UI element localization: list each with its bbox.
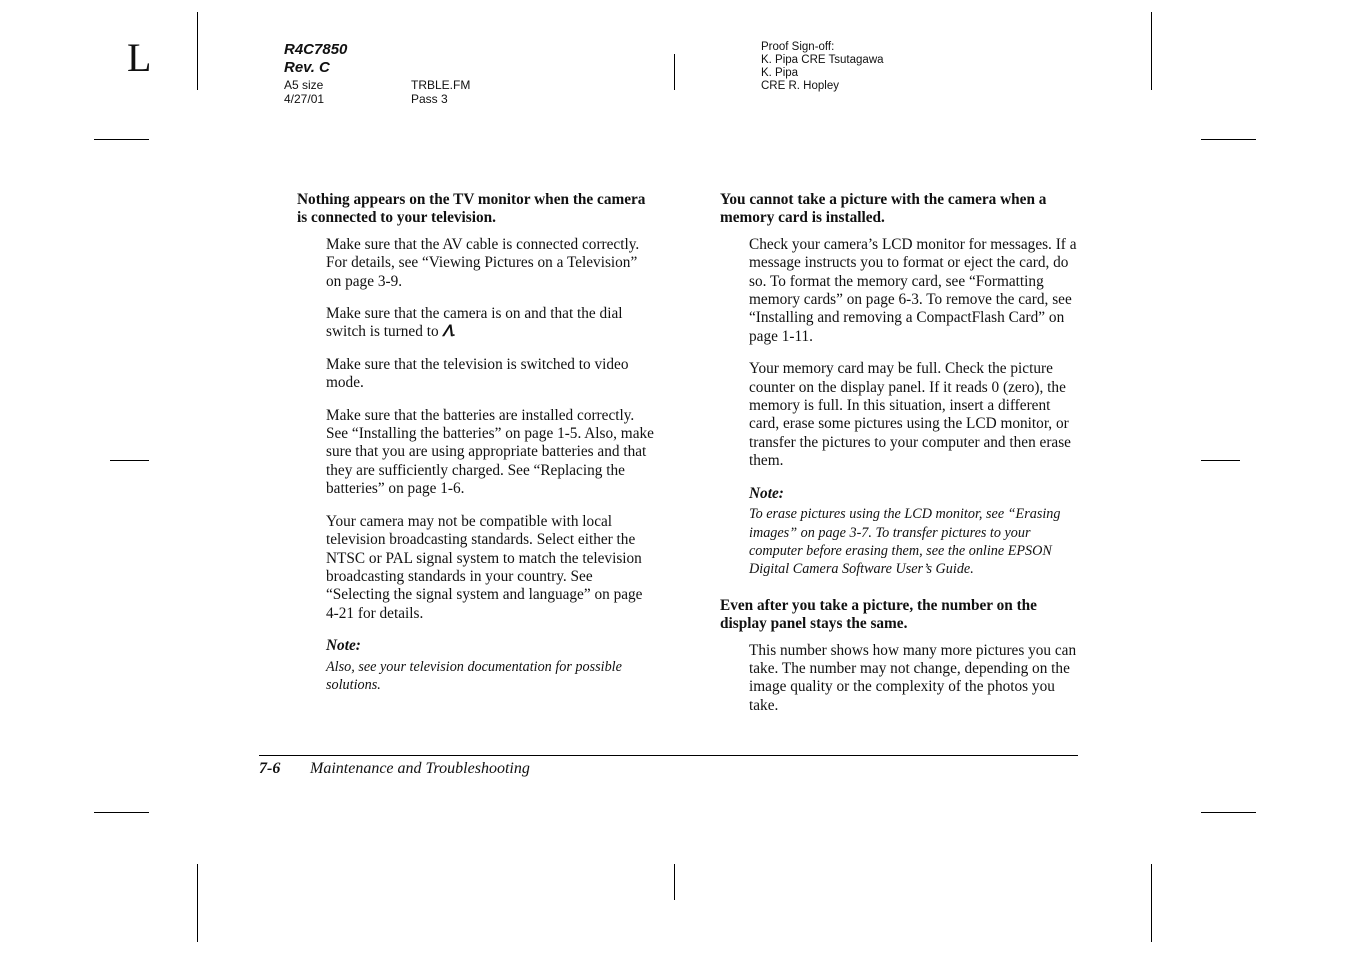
crop-mark-top-left-vertical bbox=[197, 12, 198, 90]
revision: Rev. C bbox=[284, 59, 330, 76]
page-number: 7-6 bbox=[259, 760, 281, 777]
paragraph: Your camera may not be compatible with local television broadcasting standards. Select either the NTSC or PAL signal system to match the television broadcasting standards in your country. See “Selecting the signal system and language” on page 4-21 for details. bbox=[326, 512, 643, 622]
crop-mark-middle-left-horizontal bbox=[110, 460, 149, 461]
pass-number: Pass 3 bbox=[411, 92, 448, 106]
playback-mode-icon: ᐱ bbox=[442, 323, 452, 341]
section-heading: Even after you take a picture, the number on the display panel stays the same. bbox=[720, 596, 1037, 633]
file-name: TRBLE.FM bbox=[411, 78, 471, 92]
footer-section-title: Maintenance and Troubleshooting bbox=[310, 760, 530, 777]
note-text: Also, see your television documentation for possible solutions. bbox=[326, 658, 622, 693]
crop-mark-bottom-left-vertical bbox=[197, 864, 198, 942]
paragraph-text: Make sure that the camera is on and that the dial switch is turned to bbox=[326, 305, 623, 341]
paragraph: Make sure that the camera is on and that the dial switch is turned to ᐱ. bbox=[326, 305, 623, 341]
crop-mark-bottom-center-vertical bbox=[674, 864, 675, 900]
section-heading: Nothing appears on the TV monitor when the camera is connected to your television. bbox=[297, 191, 646, 227]
crop-mark-middle-right-horizontal bbox=[1201, 460, 1240, 461]
crop-mark-bottom-right-horizontal bbox=[1201, 812, 1256, 813]
note-label: Note: bbox=[749, 484, 784, 502]
crop-mark-top-center-vertical bbox=[674, 54, 675, 90]
corner-mark-letter: L bbox=[127, 35, 152, 80]
proof-line: K. Pipa bbox=[761, 67, 799, 79]
proof-line: Proof Sign-off: bbox=[761, 41, 835, 53]
footer-rule bbox=[259, 755, 1078, 756]
paragraph: Check your camera’s LCD monitor for messages. If a message instructs you to format or eject the card, do so. To format the memory card, see “Formatting memory cards” on page 6-3. To remove the card, see “Installing and removing a CompactFlash Card” on page 1-11. bbox=[749, 235, 1077, 345]
proof-line: K. Pipa CRE Tsutagawa bbox=[761, 54, 884, 66]
paragraph: Your memory card may be full. Check the picture counter on the display panel. If it reads 0 (zero), the memory is full. In this situation, insert a different card, erase some pictures using the LCD monitor, or transfer the pictures to your computer and then erase them. bbox=[749, 360, 1071, 470]
crop-mark-bottom-right-vertical bbox=[1151, 864, 1152, 942]
section-heading: You cannot take a picture with the camera when a memory card is installed. bbox=[720, 191, 1047, 227]
crop-mark-top-left-horizontal bbox=[94, 139, 149, 140]
left-column bbox=[297, 191, 655, 708]
paragraph: This number shows how many more pictures you can take. The number may not change, depending on the image quality or the complexity of the photos you take. bbox=[749, 641, 1077, 714]
doc-id: R4C7850 bbox=[284, 41, 348, 58]
note-label: Note: bbox=[326, 637, 361, 655]
page-size: A5 size bbox=[284, 78, 324, 92]
paragraph: Make sure that the batteries are installed correctly. See “Installing the batteries” on page 1-5. Also, make sure that you are using appropriate batteries and that they are sufficiently charged. See “Replacing the batteries” on page 1-6. bbox=[326, 406, 654, 498]
note-text: To erase pictures using the LCD monitor, see “Erasing images” on page 3-7. To transfer pictures to your computer before erasing them, see the online EPSON Digital Camera Software User’s Guide. bbox=[749, 506, 1061, 578]
paragraph: Make sure that the AV cable is connected correctly. For details, see “Viewing Pictures on a Television” on page 3-9. bbox=[326, 235, 640, 290]
proof-line: CRE R. Hopley bbox=[761, 80, 839, 92]
right-column bbox=[720, 191, 1078, 729]
proof-signoff bbox=[761, 41, 884, 93]
crop-mark-bottom-left-horizontal bbox=[94, 812, 149, 813]
paragraph: Make sure that the television is switched to video mode. bbox=[326, 355, 629, 392]
crop-mark-top-right-horizontal bbox=[1201, 139, 1256, 140]
header-date: 4/27/01 bbox=[284, 92, 325, 106]
crop-mark-top-right-vertical bbox=[1151, 12, 1152, 90]
